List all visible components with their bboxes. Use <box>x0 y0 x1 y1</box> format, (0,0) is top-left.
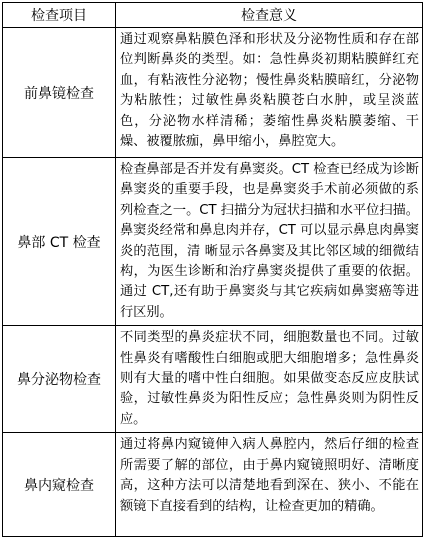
table-row <box>3 433 423 537</box>
table-row <box>3 28 423 158</box>
row-meaning: 不同类型的鼻炎症状不同，细胞数量也不同。过敏性鼻炎有嗜酸性白细胞或肥大细胞增多；急性鼻炎则有大量的嗜中性白细胞。如果做变态反应皮肤试验，过敏性鼻炎为阳性反应；急性鼻炎则为阴性反应。 <box>116 326 423 433</box>
row-item: 鼻内窥检查 <box>3 433 116 537</box>
examination-table <box>2 2 423 537</box>
header-row <box>3 3 423 28</box>
row-meaning: 通过观察鼻粘膜色泽和形状及分泌物性质和存在部位判断鼻炎的类型。如：急性鼻炎初期粘膜鲜红充血，有粘液性分泌物；慢性鼻炎粘膜暗红，分泌物为粘脓性；过敏性鼻炎粘膜苍白水肿，或呈淡蓝色，分泌物水样清稀；萎缩性鼻炎粘膜萎缩、干燥、被覆脓痂，鼻甲缩小，鼻腔宽大。 <box>116 28 423 158</box>
table-header <box>3 3 423 28</box>
table-row <box>3 326 423 433</box>
header-item: 检查项目 <box>3 3 116 28</box>
table-row <box>3 158 423 326</box>
row-item: 前鼻镜检查 <box>3 28 116 158</box>
row-item: 鼻部 CT 检查 <box>3 158 116 326</box>
row-meaning: 通过将鼻内窥镜伸入病人鼻腔内，然后仔细的检查所需要了解的部位，由于鼻内窥镜照明好、清晰度高，这种方法可以清楚地看到深在、狭小、不能在额镜下直接看到的结构，让检查更加的精确。 <box>116 433 423 537</box>
row-meaning: 检查鼻部是否并发有鼻窦炎。CT 检查已经成为诊断鼻窦炎的重要手段，也是鼻窦炎手术前必须做的系列检查之一。CT 扫描分为冠状扫描和水平位扫描。鼻窦炎经常和鼻息肉并存，CT 可以显示鼻息肉鼻窦炎的范围，清 晰显示各鼻窦及其比邻区域的细微结构，为医生诊断和治疗鼻窦炎提供了重要的依据。通过 CT,还有助于鼻窦炎与其它疾病如鼻窦癌等进行区别。 <box>116 158 423 326</box>
header-meaning: 检查意义 <box>116 3 423 28</box>
row-item: 鼻分泌物检查 <box>3 326 116 433</box>
table-body <box>3 28 423 537</box>
